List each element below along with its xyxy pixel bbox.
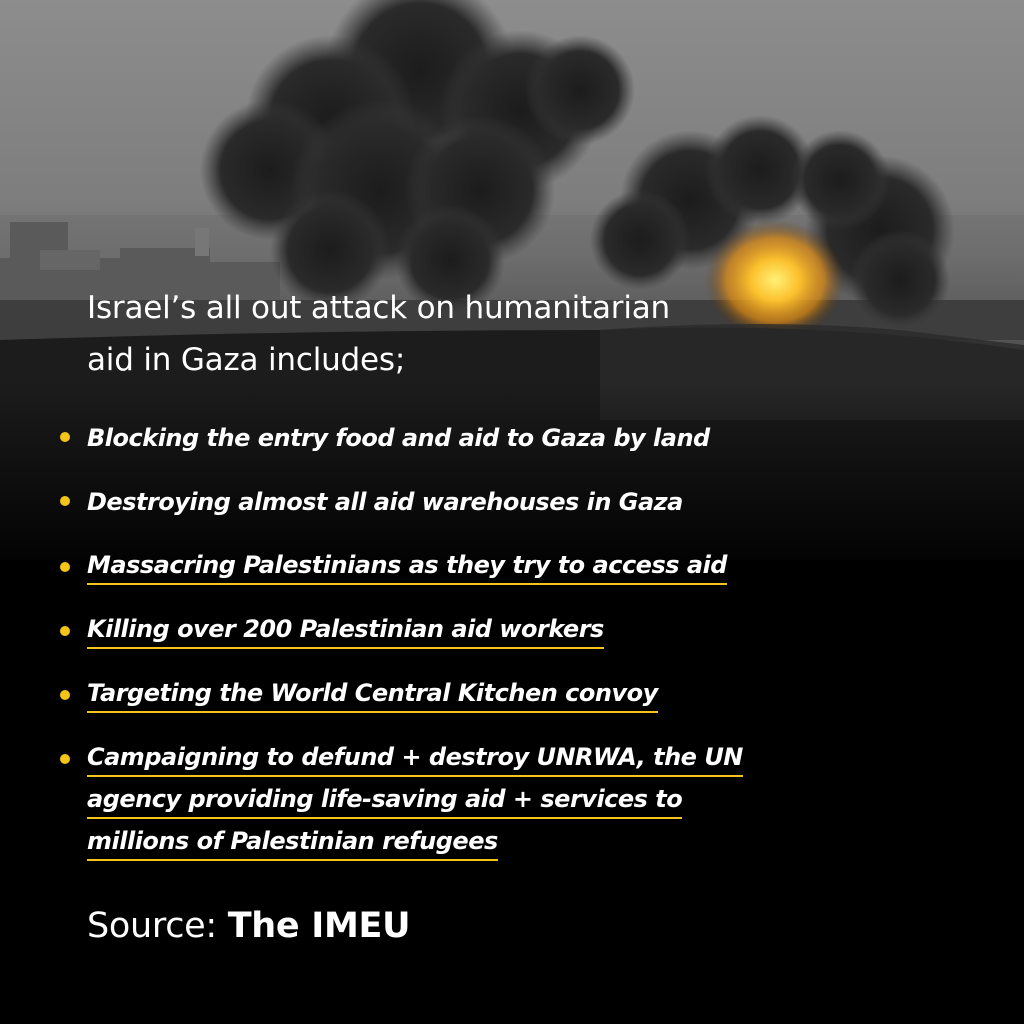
list-item-link[interactable] [87,548,727,590]
bullet-icon [60,562,70,572]
list-item-link[interactable] [87,612,604,654]
bullet-icon [60,432,70,442]
bullet-icon [60,690,70,700]
source-prefix: Source: [87,906,228,946]
bullet-icon [60,754,70,764]
list-item-line[interactable]: Killing over 200 Palestinian aid workers [87,612,604,649]
list-item-line[interactable]: millions of Palestinian refugees [87,824,498,861]
list-item-text [87,418,710,458]
source-name: The IMEU [227,906,411,946]
headline [87,282,847,386]
list-item-line[interactable]: Massacring Palestinians as they try to access aid [87,548,727,585]
bullet-icon [60,496,70,506]
list-item-line: Destroying almost all aid warehouses in Gaza [87,488,683,516]
list-item-link[interactable] [87,676,658,718]
list-item-line: Blocking the entry food and aid to Gaza by land [87,424,710,452]
headline-line-2: aid in Gaza includes; [87,342,406,378]
list-item-line[interactable]: Targeting the World Central Kitchen convoy [87,676,658,713]
bullet-icon [60,626,70,636]
list-item-line[interactable]: Campaigning to defund + destroy UNRWA, the UN [87,740,743,777]
source-credit [87,902,410,950]
list-item-text [87,482,683,522]
headline-line-1: Israel’s all out attack on humanitarian [87,290,671,326]
list-item-link[interactable] [87,740,743,866]
list-item-line[interactable]: agency providing life-saving aid + services to [87,782,682,819]
